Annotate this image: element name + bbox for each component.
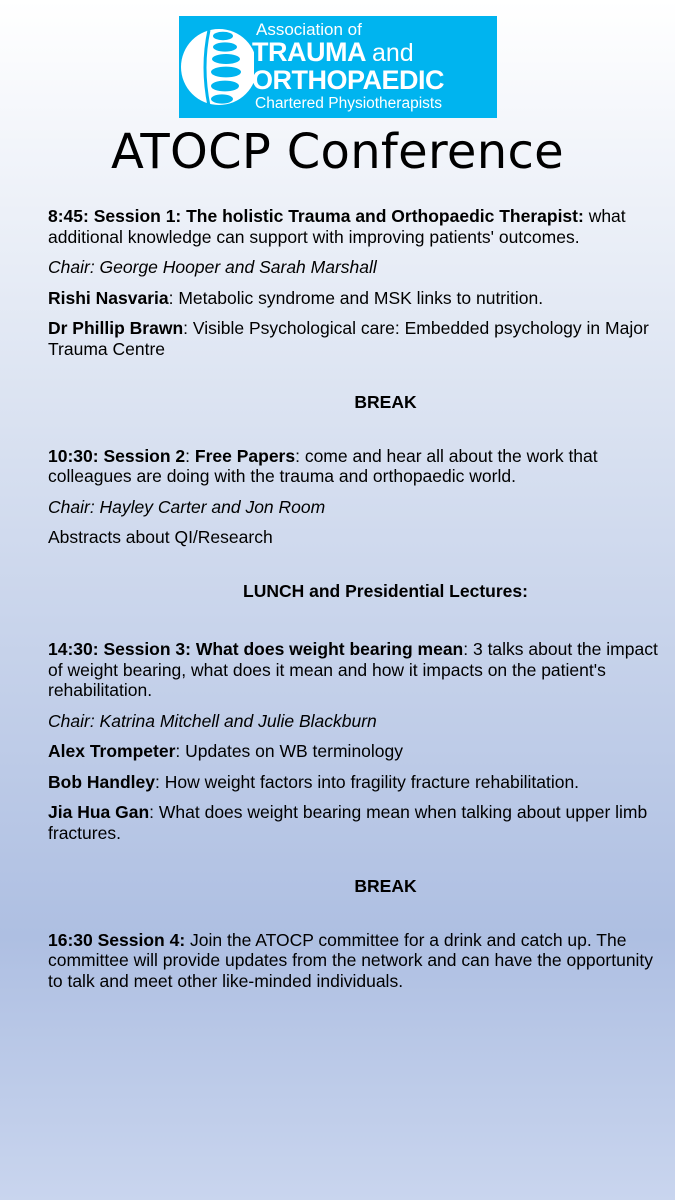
logo-text-orthopaedic: ORTHOPAEDIC [252,65,445,95]
session2-heading: 10:30: Session 2: Free Papers: come and hear all about the work that colleagues are doing with the trauma and orthopaedic world. [48,445,598,486]
session2-note: Abstracts about QI/Research [48,527,273,547]
session4-heading: 16:30 Session 4: Join the ATOCP committee for a drink and catch up. The committee will provide updates from the network and can have the opportunity to talk and meet other like-minded individuals. [48,929,654,991]
session3-chair: Chair: Katrina Mitchell and Julie Blackburn [48,710,377,731]
break-label: BREAK [354,876,417,896]
break-label: BREAK [354,392,417,412]
logo-text-trauma: TRAUMA and [252,37,414,67]
session3-talk: Bob Handley: How weight factors into fragility fracture rehabilitation. [48,771,580,792]
session3-talk: Jia Hua Gan: What does weight bearing mean when talking about upper limb fractures. [48,802,648,843]
session2-chair: Chair: Hayley Carter and Jon Room [48,496,326,517]
session1-talk: Rishi Nasvaria: Metabolic syndrome and MSK links to nutrition. [48,287,544,308]
programme [48,206,658,1001]
logo-text-chartered: Chartered Physiotherapists [255,95,442,112]
session1-heading: 8:45: Session 1: The holistic Trauma and Orthopaedic Therapist: what additional knowledge can support with improving patients' outcomes. [48,206,626,247]
lunch-label: LUNCH and Presidential Lectures: [243,580,528,601]
logo-text-association: Association of [256,20,362,39]
spine-logo-icon [179,16,254,118]
session1-chair: Chair: George Hooper and Sarah Marshall [48,257,377,277]
session1-talk: Dr Phillip Brawn: Visible Psychological care: Embedded psychology in Major Trauma Centre [48,318,649,359]
atocp-logo [179,16,497,118]
session3-heading: 14:30: Session 3: What does weight bearing mean: 3 talks about the impact of weight bearing, what does it mean and how it impacts on the patient's rehabilitation. [48,639,658,700]
session3-talk: Alex Trompeter: Updates on WB terminology [48,741,404,761]
page-title: ATOCP Conference [110,124,565,180]
